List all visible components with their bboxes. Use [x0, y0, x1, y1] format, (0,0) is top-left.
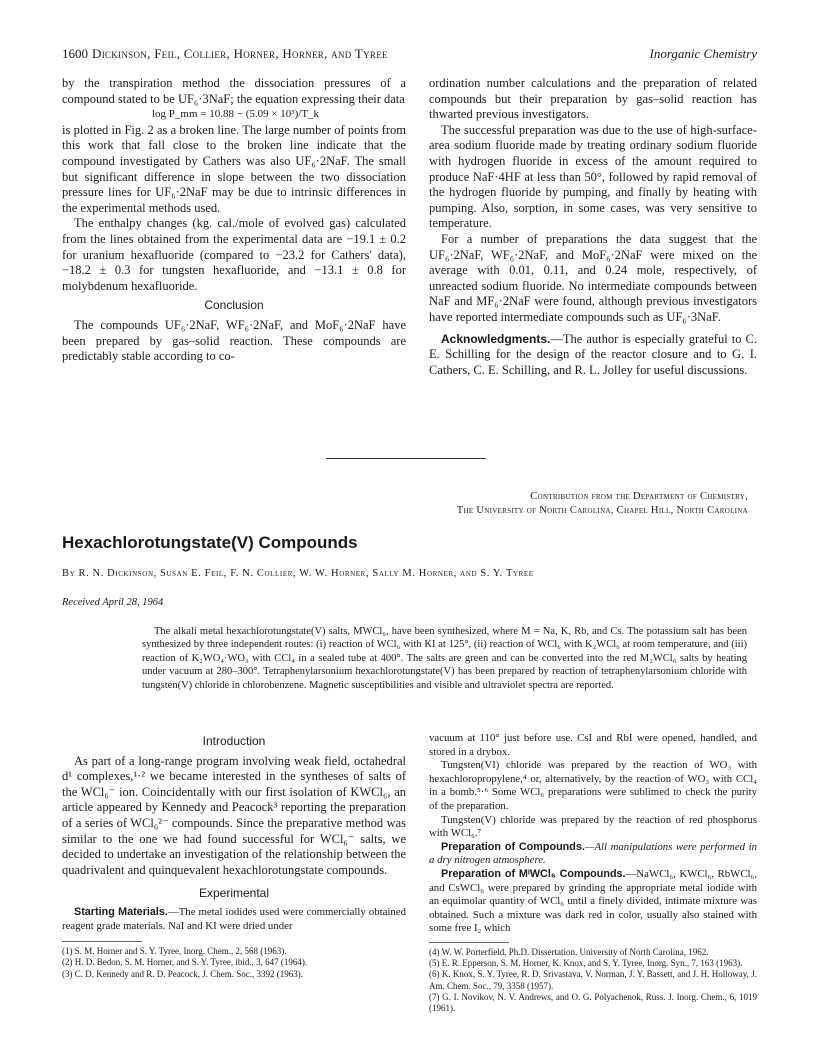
paragraph: by the transpiration method the dissociation pressures of a compound stated to be UF₆·3NaF; the equation expressing their data [62, 76, 406, 106]
conclusion-heading: Conclusion [204, 298, 264, 313]
footnote: (7) G. I. Novikov, N. V. Andrews, and O. G. Polyachenok, Russ. J. Inorg. Chem., 6, 1019 (1961). [429, 991, 757, 1013]
paragraph: Tungsten(V) chloride was prepared by the reaction of red phosphorus with WCl₆.⁷ [429, 813, 757, 840]
acknowledgments-text: —The author is especially grateful to C. E. Schilling for the design of the reactor closure and to G. I. Cathers, C. E. Schilling, and R. L. Jolley for useful discussions. [429, 331, 757, 377]
experimental-heading: Experimental [198, 886, 270, 901]
acknowledgments-label: Acknowledgments. [441, 331, 551, 346]
paragraph: The enthalpy changes (kg. cal./mole of evolved gas) calculated from the lines obtained from the experimental data are −19.1 ± 0.2 for uranium hexafluoride (compared to −23.2 for Cathers' data), −18.2 ± 0.3 for tungsten hexafluoride, and −13.1 ± 0.8 for molybdenum hexafluoride. [62, 216, 406, 293]
paragraph: The successful preparation was due to the use of high-surface-area sodium fluoride made by treating ordinary sodium fluoride with hydrogen fluoride in excess of the amount required to produce NaF·4HF at less than 50°, followed by rapid removal of the hydrogen fluoride by pumping, and finally by heating with pumping. Also, sorption, in some cases, was very sensitive to temperature. [429, 122, 757, 231]
equation: log P_mm = 10.88 − (5.09 × 10³)/T_k [152, 108, 320, 121]
page-number: 1600 [62, 46, 88, 61]
abstract-text: The alkali metal hexachlorotungstate(V) salts, MWCl₆, have been synthesized, where M = Na, K, Rb, and Cs. The potassium salt has been synthesized by three independent routes: (i) reaction of WCl₆ with KI at 125°, (ii) reaction of WCl₆ with K₂WCl₆ at room temperature, and (iii) reaction of K₂WO₄·WO₃ with CCl₄ in a sealed tube at 400°. The salts are green and can be converted into the red M₂WCl₆ salts by heating under vacuum at 280–300°. Tetraphenylarsonium hexachlorotungstate(V) has been prepared by reaction of tetraphenylarsonium chloride with tungsten(V) chloride in chlorobenzene. Magnetic susceptibilities and visible and ultraviolet spectra are reported. [142, 626, 747, 691]
preparation-text: —All manipulations were performed in a dry nitrogen atmosphere. [429, 840, 757, 867]
byline: By R. N. Dickinson, Susan E. Feil, F. N. Collier, W. W. Horner, Sally M. Horner, and S. Y. Tyree [62, 568, 534, 579]
bottom-right-column [429, 732, 757, 1014]
starting-materials-text: —The metal iodides used were commercially obtained reagent grade materials. NaI and KI were dried under [62, 905, 406, 932]
footnotes [62, 946, 406, 980]
footnote: (3) C. D. Kennedy and R. D. Peacock, J. Chem. Soc., 3392 (1963). [62, 968, 303, 979]
section-divider [326, 458, 486, 459]
contribution-line-1: Contribution from the Department of Chemistry, [530, 491, 748, 502]
paragraph: The compounds UF₆·2NaF, WF₆·2NaF, and MoF₆·2NaF have been prepared by gas–solid reaction. These compounds are predictably stable according to co- [62, 317, 406, 364]
footnote-rule [429, 942, 509, 943]
paragraph: Tungsten(VI) chloride was prepared by the reaction of WO₃ with hexachloropropylene,⁴ or, alternatively, by the reaction of WO₃ with CCl₄ in a bomb.⁵·⁶ Some WCl₆ preparations were sublimed to check the purity of the preparation. [429, 759, 757, 812]
footnote: (2) H. D. Bedon, S. M. Horner, and S. Y. Tyree, ibid., 3, 647 (1964). [62, 957, 308, 968]
acknowledgments [429, 332, 757, 379]
footnote-rule [62, 941, 142, 942]
paragraph: As part of a long-range program involving weak field, octahedral d¹ complexes,¹·² we became interested in the syntheses of salts of the WCl₆⁻ ion. Coincidentally with our first isolation of KWCl₆, an article appeared by Kennedy and Peacock³ reporting the preparation of a series of WCl₆²⁻ compounds. Since the preparative method was similar to the one we had found successful for WCl₆⁻ salts, we decided to undertake an investigation of the relationship between the quadrivalent and quinquevalent hexachlorotungstate compounds. [62, 753, 406, 877]
preparation-mwcl6-label: Preparation of MᴵWCl₆ Compounds. [441, 867, 626, 880]
starting-materials-label: Starting Materials. [74, 905, 168, 918]
footnote: (4) W. W. Porterfield, Ph.D. Dissertation, University of North Carolina, 1962. [429, 946, 709, 957]
received-date: Received April 28, 1964 [62, 597, 164, 608]
footnotes [429, 947, 757, 1014]
article-title: Hexachlorotungstate(V) Compounds [62, 533, 358, 552]
running-authors: Dickinson, Feil, Collier, Horner, Horner, and Tyree [92, 46, 388, 61]
paragraph: is plotted in Fig. 2 as a broken line. The large number of points from this work that fall close to the broken line indicate that the compound investigated by Cathers was also UF₆·2NaF. The small but significant difference in slope between the two dissociation pressure lines for UF₆·2NaF may be due to intrinsic differences in the experimental methods used. [62, 122, 406, 215]
contribution-line [380, 490, 748, 518]
footnote: (1) S. M. Horner and S. Y. Tyree, Inorg. Chem., 2, 568 (1963). [62, 946, 287, 957]
footnote: (6) K. Knox, S. Y. Tyree, R. D. Srivastava, V. Norman, J. Y. Bassett, and J. H. Holloway, J. Am. Chem. Soc., 79, 3358 (1957). [429, 969, 757, 991]
preparation-mwcl6-text: —NaWCl₆, KWCl₆, RbWCl₆, and CsWCl₆ were prepared by grinding the appropriate metal iodide with an equimolar quantity of WCl₆ until a finely divided, intimate mixture was obtained. Such a mixture was dark red in color, usually also stained with some free I₂ which [429, 867, 758, 935]
top-right-column [429, 76, 757, 378]
paragraph: For a number of preparations the data suggest that the UF₆·2NaF, WF₆·2NaF, and MoF₆·2NaF were mixed on the average with 0.01, 0.11, and 0.24 mole, respectively, of unreacted sodium fluoride. No intermediate compounds between NaF and MF₆·2NaF were found, although previous investigators have reported intermediate compounds such as UF₆·3NaF. [429, 231, 757, 324]
introduction-heading: Introduction [202, 734, 266, 748]
bottom-left-column [62, 730, 406, 980]
running-header [62, 46, 757, 64]
preparation-paragraph [429, 841, 757, 868]
preparation-label: Preparation of Compounds. [441, 840, 585, 853]
footnote: (5) E. R. Epperson, S. M. Horner, K. Knox, and S. Y. Tyree, Inorg. Syn., 7, 163 (1963). [429, 958, 743, 969]
journal-name: Inorganic Chemistry [649, 46, 757, 61]
starting-materials [62, 906, 406, 933]
abstract [142, 625, 747, 692]
top-left-column [62, 76, 406, 365]
paragraph: ordination number calculations and the preparation of related compounds but their preparation by gas–solid reaction has thwarted previous investigators. [429, 76, 757, 122]
experimental-text [429, 732, 757, 936]
contribution-line-2: The University of North Carolina, Chapel Hill, North Carolina [456, 505, 748, 516]
preparation-mwcl6-paragraph [429, 868, 757, 936]
paragraph: vacuum at 110° just before use. CsI and RbI were opened, handled, and stored in a drybox. [429, 732, 757, 758]
